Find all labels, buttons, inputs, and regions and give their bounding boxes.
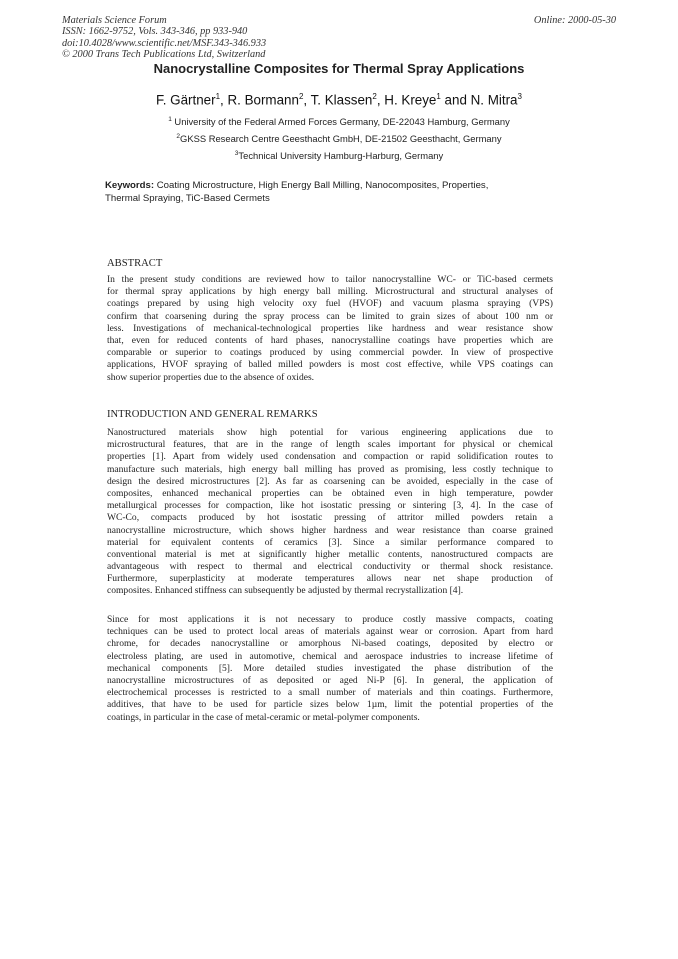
author-separator: ,: [376, 92, 385, 108]
text-line: coatings, in particular in the case of metal-ceramic or metal-polymer components.: [107, 711, 420, 723]
text-line: WC-Co, compacts produced by hot isostatic pressing of attritor milled powders retain a: [107, 512, 553, 524]
text-line: nanocrystalline microstructure, which shows higher hardness and wear resistance than coarse grained: [107, 524, 553, 536]
affiliation-text: University of the Federal Armed Forces Germany, DE-22043 Hamburg, Germany: [174, 116, 510, 128]
introduction-paragraph-1: [107, 427, 553, 598]
text-line: confirm that coarsening during the spray process can be limited to grain sizes of about 100 nm or: [107, 310, 553, 322]
text-line: electroless plating, are used in automotive, chemical and aerospace industries to increase lifetime of: [107, 650, 553, 662]
keywords-block: [105, 180, 525, 205]
journal-header: [62, 15, 266, 61]
text-line: mechanical components [5]. More detailed studies investigated the phase distribution of the: [107, 662, 553, 674]
text-line: advantageous with respect to thermal and electrical conductivity or thermal shock resistance.: [107, 561, 553, 573]
author-affil-sup: 1: [215, 92, 221, 101]
journal-name: Materials Science Forum: [62, 15, 167, 26]
paper-title: Nanocrystalline Composites for Thermal Spray Applications: [153, 61, 525, 76]
keywords-label: Keywords:: [105, 180, 155, 191]
author-name: N. Mitra: [470, 92, 518, 108]
affiliation-3: [0, 150, 678, 161]
copyright-line: © 2000 Trans Tech Publications Ltd, Switzerland: [62, 49, 266, 61]
text-line: additives, that have to be used for particle sizes below 1µm, limit the potential properties of the: [107, 699, 553, 711]
author-affil-sup: 2: [298, 92, 304, 101]
author-name: F. Gärtner: [156, 92, 216, 108]
author-separator: ,: [303, 92, 311, 108]
author-list: [0, 92, 678, 107]
text-line: design the desired microstructures [2]. As far as coarsening can be avoided, especially in the case of: [107, 475, 553, 487]
text-line: conventional material is met at significantly higher metallic contents, nanostructured compacts are: [107, 548, 553, 560]
author-name: R. Bormann: [227, 92, 299, 108]
abstract-body: [107, 274, 553, 384]
text-line: less. Investigations of mechanical-technological properties like hardness and wear resistance show: [107, 322, 553, 334]
text-line: composites. Enhanced stiffness can subsequently be adjusted by thermal recrystallization [4].: [107, 585, 464, 597]
text-line: metallurgical processes for compaction, like hot isostatic pressing or sintering [3, 4]. In the case of: [107, 500, 553, 512]
affiliation-2: [0, 133, 678, 144]
text-line: nanocrystalline microstructures of as deposited or aged Ni-P [6]. In general, the application of: [107, 674, 553, 686]
text-line: material for equivalent contents of ceramics [3]. Since a similar performance compared to: [107, 536, 553, 548]
text-line: chrome, for decades nanocrystalline or amorphous Ni-based coatings, deposited by electro or: [107, 638, 553, 650]
author-name: H. Kreye: [384, 92, 437, 108]
keywords-line-1: Coating Microstructure, High Energy Ball Milling, Nanocomposites, Properties,: [156, 180, 489, 191]
doi-link[interactable]: doi:10.4028/www.scientific.net/MSF.343-346.933: [62, 37, 267, 49]
author-separator: ,: [220, 92, 228, 108]
author-name: T. Klassen: [310, 92, 373, 108]
issn-line: ISSN: 1662-9752, Vols. 343-346, pp 933-940: [62, 26, 248, 38]
text-line: properties [1]. Apart from widely used condensation and compaction or rapid solidification routes to: [107, 451, 553, 463]
affiliation-sup: 3: [234, 150, 239, 157]
text-line: coatings prepared by using high velocity oxy fuel (HVOF) and vacuum plasma spraying (VPS): [107, 298, 553, 310]
introduction-paragraph-2: [107, 614, 553, 724]
text-line: microstructural features, that are in the range of length scales important for physical or chemical: [107, 439, 553, 451]
keywords-line-2: Thermal Spraying, TiC-Based Cermets: [105, 192, 270, 204]
affiliation-sup: 1: [168, 116, 172, 123]
text-line: for thermal spray applications by high energy ball milling. Microstructural and structural analyses of: [107, 286, 553, 298]
text-line: In the present study conditions are reviewed how to tailor nanocrystalline WC- or TiC-based cermets: [107, 274, 553, 285]
author-separator: and: [440, 92, 471, 108]
text-line: Since for most applications it is not necessary to produce costly massive compacts, coating: [107, 614, 553, 625]
text-line: applications, HVOF spraying of balled milled powders is most cost effective, while VPS coatings can: [107, 359, 553, 371]
affiliation-text: Technical University Hamburg-Harburg, Germany: [238, 150, 444, 162]
text-line: that, even for reduced contents of hard phases, nanocrystalline coatings have properties which are: [107, 334, 553, 346]
author-affil-sup: 1: [436, 92, 441, 101]
text-line: techniques can be used to protect local areas of materials against wear or corrosion. Apart from hard: [107, 626, 553, 638]
text-line: manufacture such materials, high energy ball milling has proved as promising, less costly technique to: [107, 463, 553, 475]
text-line: Nanostructured materials show high potential for various engineering applications due to: [107, 427, 553, 438]
text-line: composites, enhanced mechanical properties can be obtained even in high temperature, powder: [107, 487, 553, 499]
text-line: Furthermore, superplasticity at moderate temperatures allows near net shape production of: [107, 573, 553, 585]
online-date: Online: 2000-05-30: [533, 15, 616, 26]
text-line: comparable or superior to coatings produced by using commercial powder. In view of prospective: [107, 347, 553, 359]
author-affil-sup: 2: [372, 92, 377, 101]
affiliation-sup: 2: [176, 133, 181, 140]
affiliation-1: [0, 116, 678, 127]
affiliation-text: GKSS Research Centre Geesthacht GmbH, DE-21502 Geesthacht, Germany: [180, 133, 502, 145]
abstract-heading: ABSTRACT: [107, 258, 163, 269]
text-line: electrochemical processes is restricted to a small number of materials and thin coatings. Furthermore,: [107, 687, 553, 699]
introduction-heading: INTRODUCTION AND GENERAL REMARKS: [107, 409, 318, 420]
text-line: show superior properties due to the absence of oxides.: [107, 371, 315, 383]
author-affil-sup: 3: [517, 92, 522, 101]
